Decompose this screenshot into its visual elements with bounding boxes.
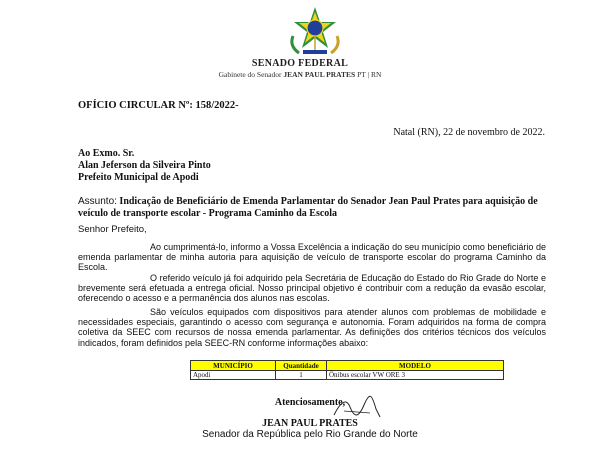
col-header-municipio: MUNICÍPIO [191,361,276,371]
office-subtitle-prefix: Gabinete do Senador [218,70,282,79]
document-number: OFÍCIO CIRCULAR Nº: 158/2022- [78,100,239,111]
closing: Atenciosamente, [274,397,346,408]
recipient-name: Alan Jeferson da Silveira Pinto [78,160,211,171]
table-row [191,371,504,380]
table-header-row [191,361,504,371]
subject-text: Indicação de Beneficiário de Emenda Parlamentar do Senador Jean Paul Prates para aquisição de veículo de transporte escolar - Programa Caminho da Escola [78,196,538,219]
subject-label: Assunto: [78,196,117,207]
cell-quantidade: 1 [276,371,327,380]
senator-name: JEAN PAUL PRATES [283,70,356,79]
signer-name: JEAN PAUL PRATES [262,418,358,429]
coat-of-arms-icon [285,6,345,58]
office-subtitle [0,70,600,79]
greeting: Senhor Prefeito, [78,224,147,235]
col-header-modelo: MODELO [327,361,504,371]
paragraph-3: São veículos equipados com dispositivos para atender alunos com problemas de mobilidade e necessidades especiais, garantindo o acesso com segurança e autonomia. Foram adquiridos na forma de compra coletiva da SEEC com recursos de nossa emenda parlamentar. As definições dos critérios técnicos dos veículos indicados, foram definidos pela SEEC-RN conforme informações abaixo: [78,307,546,348]
recipient-salutation: Ao Exmo. Sr. [78,148,135,159]
paragraph-1: Ao cumprimentá-lo, informo a Vossa Excelência a indicação do seu município como beneficiário de emenda parlamentar de minha autoria para aquisição de veículo de transporte escolar do programa Caminho da Escola. [78,242,546,273]
office-subtitle-suffix: PT | RN [357,70,382,79]
recipient-role: Prefeito Municipal de Apodi [78,172,199,183]
institution-title: SENADO FEDERAL [251,58,349,69]
paragraph-2: O referido veículo já foi adquirido pela Secretária de Educação do Estado do Rio Grade do Norte e brevemente será efetuada a entrega oficial. Nosso principal objetivo é contribuir com a redução da evasão escolar, oferecendo o acesso e a permanência dos alunos nas escolas. [78,273,546,304]
vehicle-table [190,360,504,380]
col-header-quantidade: Quantidade [276,361,327,371]
subject [78,196,548,219]
cell-municipio: Apodi [191,371,276,380]
signer-role: Senador da República pelo Rio Grande do Norte [202,429,418,440]
document-date: Natal (RN), 22 de novembro de 2022. [393,127,545,138]
cell-modelo: Ônibus escolar VW ORE 3 [327,371,504,380]
